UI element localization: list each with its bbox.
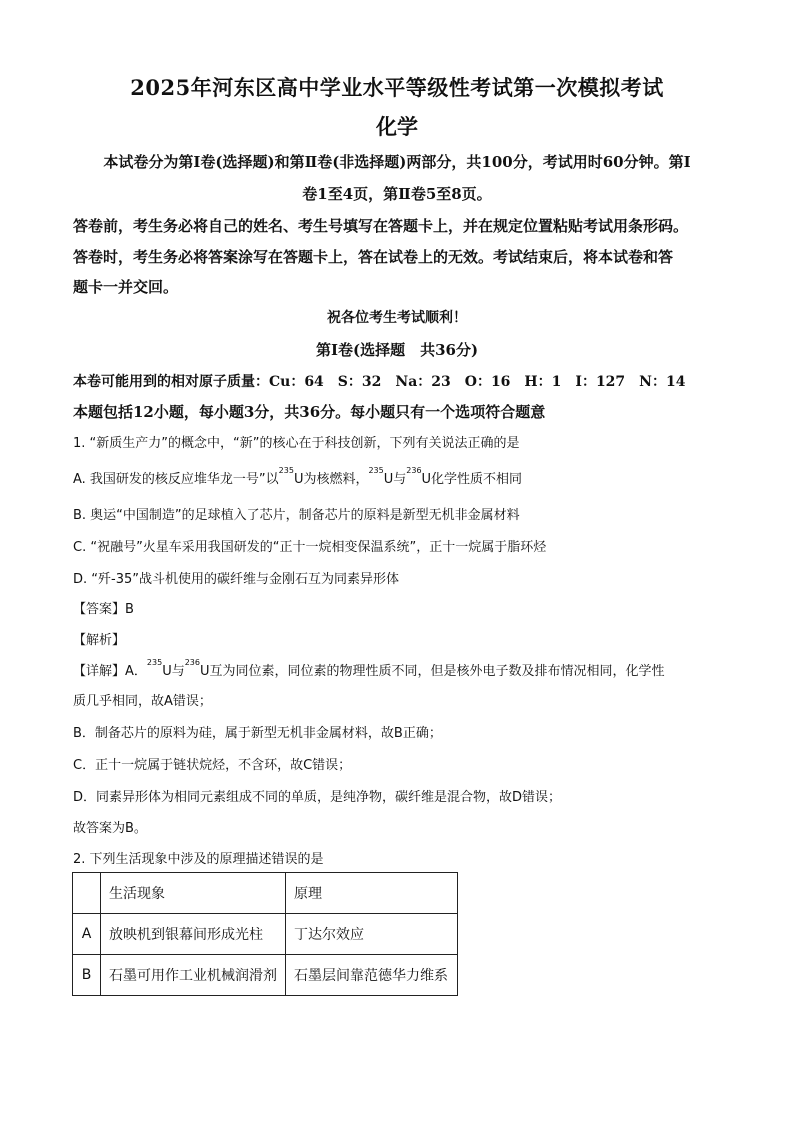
q1-detail-text: U互为同位素，同位素的物理性质不同，但是核外电子数及排布情况相同，化学性 [199,664,665,679]
table-cell: 放映机到银幕间形成光柱 [101,914,286,955]
mass-number: 236 [184,658,200,667]
instruction-line-1: 本试卷分为第Ⅰ卷(选择题)和第Ⅱ卷(非选择题)两部分，共100分，考试用时60分钟。第Ⅰ [103,153,691,171]
table-row [73,955,458,996]
section-rule: 本题包括12小题，每小题3分，共36分。每小题只有一个选项符合题意 [73,403,546,421]
q1-option-c: C. “祝融号”火星车采用我国研发的“正十一烷相变保温系统”，正十一烷属于脂环烃 [73,540,547,555]
table-cell: 石墨可用作工业机械润滑剂 [101,955,286,996]
q2-stem: 2. 下列生活现象中涉及的原理描述错误的是 [73,852,324,867]
mass-number: 235 [368,466,384,475]
q1-analysis-label: 【解析】 [73,633,126,648]
q2-table [72,872,458,996]
instruction-line-2: 卷1至4页，第Ⅱ卷5至8页。 [302,185,492,203]
table-cell: 石墨层间靠范德华力维系 [286,955,458,996]
exam-title: 2025年河东区高中学业水平等级性考试第一次模拟考试 [130,75,664,100]
mass-number: 235 [278,466,294,475]
instruction-line-4: 答卷时，考生务必将答案涂写在答题卡上，答在试卷上的无效。考试结束后，将本试卷和答 [73,248,674,266]
mass-number: 236 [406,466,422,475]
instruction-line-3: 答卷前，考生务必将自己的姓名、考生号填写在答题卡上，并在规定位置粘贴考试用条形码。 [73,217,689,235]
table-header-cell: 原理 [286,873,458,914]
table-header-row [73,873,458,914]
table-header-cell: 生活现象 [101,873,286,914]
mass-number: 235 [146,658,163,667]
good-luck-wish: 祝各位考生考试顺利！ [327,310,467,326]
q1-option-a-text: A. 我国研发的核反应堆华龙一号”以 [73,472,279,487]
instruction-line-5: 题卡一并交回。 [73,278,179,296]
q1-option-d: D. “歼-35”战斗机使用的碳纤维与金刚石互为同素异形体 [73,572,399,587]
subject-title: 化学 [376,114,418,139]
q1-detail-a [73,660,665,679]
q1-detail-text: 【详解】A． [73,664,147,679]
table-cell: A [73,914,101,955]
q1-detail-b: B．制备芯片的原料为硅，属于新型无机非金属材料，故B正确； [73,726,442,741]
q1-option-a [73,468,522,487]
q1-option-a-text: U为核燃料， [293,472,369,487]
section-heading: 第Ⅰ卷(选择题 共36分) [315,341,479,359]
q1-detail-text: U与 [162,664,185,679]
q1-conclusion: 故答案为B。 [73,821,147,836]
table-row [73,914,458,955]
q1-detail-d: D．同素异形体为相同元素组成不同的单质，是纯净物，碳纤维是混合物，故D错误； [73,790,562,805]
q1-detail-a-cont: 质几乎相同，故A错误； [73,694,212,709]
q1-stem: 1. “新质生产力”的概念中，“新”的核心在于科技创新，下列有关说法正确的是 [73,436,520,451]
table-cell: B [73,955,101,996]
table-header-cell [73,873,101,914]
q1-option-b: B. 奥运“中国制造”的足球植入了芯片，制备芯片的原料是新型无机非金属材料 [73,508,520,523]
table-cell: 丁达尔效应 [286,914,458,955]
q1-detail-c: C．正十一烷属于链状烷烃，不含环，故C错误； [73,758,352,773]
q1-option-a-text: U与 [383,472,407,487]
q1-option-a-text: U化学性质不相同 [421,472,523,487]
atomic-masses: 本卷可能用到的相对原子质量：Cu：64 S：32 Na：23 O：16 H：1 I：127 N：14 [73,374,686,390]
q1-answer: 【答案】B [73,602,134,617]
